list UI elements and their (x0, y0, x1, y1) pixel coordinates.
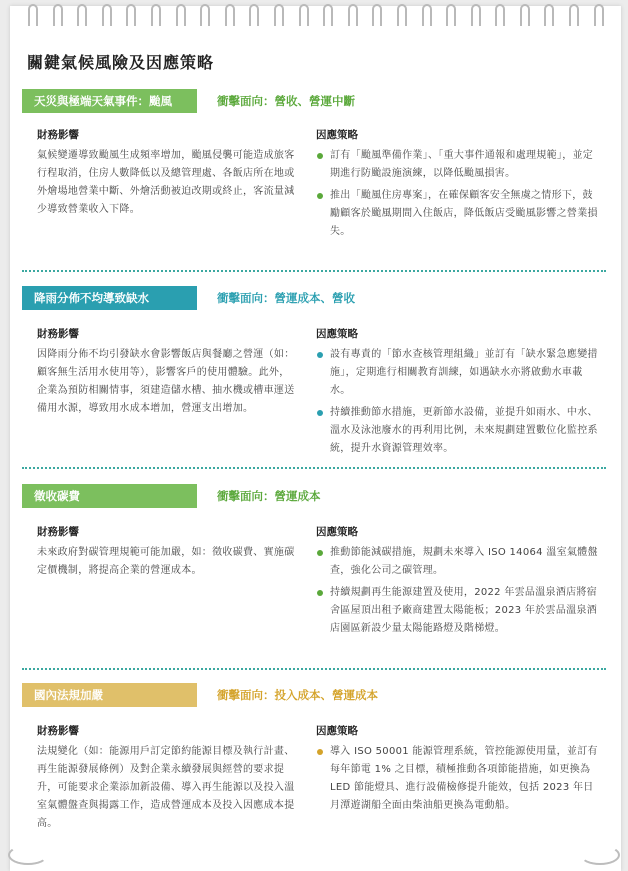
binding-ring (422, 4, 432, 26)
risk-section-regulation (22, 683, 606, 829)
strategy-item (316, 743, 598, 815)
impact-label: 衝擊面向：營運成本、營收 (217, 291, 355, 305)
binding-ring (176, 4, 186, 26)
strategy-column (316, 524, 598, 642)
risk-section-typhoon (22, 89, 606, 237)
financial-text: 未來政府對碳管理規範可能加嚴，如：徵收碳費、實施碳定價機制，將提高企業的營運成本。 (37, 547, 295, 576)
binding-ring (299, 4, 309, 26)
strategy-heading: 因應策略 (316, 328, 358, 340)
risk-tag: 天災與極端天氣事件：颱風 (22, 89, 197, 113)
bullet-dot-icon (317, 590, 323, 596)
strategy-item (316, 346, 598, 400)
section-header (22, 683, 606, 707)
risk-tag: 徵收碳費 (22, 484, 197, 508)
strategy-column (316, 326, 598, 462)
strategy-item (316, 404, 598, 458)
risk-section-carbon-fee (22, 484, 606, 634)
section-header (22, 286, 606, 310)
binding-ring (274, 4, 284, 26)
section-header (22, 484, 606, 508)
page-title: 關鍵氣候風險及因應策略 (27, 53, 215, 72)
binding-ring (126, 4, 136, 26)
bullet-dot-icon (317, 352, 323, 358)
strategy-text: 導入 ISO 50001 能源管理系統，管控能源使用量，並訂有每年節電 1% 之目標，積極推動各項節能措施，如更換為 LED 節能燈具、進行設備檢修提升能效，包括 2023 年日月潭遊湖船全面由柴油船更換為電動船。 (330, 746, 598, 811)
binding-ring (471, 4, 481, 26)
bullet-dot-icon (317, 153, 323, 159)
strategy-heading: 因應策略 (316, 725, 358, 737)
strategy-item (316, 147, 598, 183)
strategy-item (316, 544, 598, 580)
spiral-binding (0, 0, 628, 26)
binding-ring (495, 4, 505, 26)
binding-ring (446, 4, 456, 26)
binding-ring (102, 4, 112, 26)
risk-tag: 降雨分佈不均導致缺水 (22, 286, 197, 310)
section-divider (22, 668, 606, 670)
binding-ring (594, 4, 604, 26)
financial-heading: 財務影響 (37, 129, 79, 141)
financial-text: 氣候變遷導致颱風生成頻率增加，颱風侵襲可能造成旅客行程取消，住房人數降低以及總管理處、各飯店所在地或外燴場地營業中斷、外燴活動被迫改期或終止，客流量減少導致營業收入下降。 (37, 150, 295, 215)
binding-ring (200, 4, 210, 26)
strategy-item (316, 584, 598, 638)
strategy-item (316, 187, 598, 241)
binding-ring (77, 4, 87, 26)
financial-text: 因降雨分佈不均引發缺水會影響飯店與餐廳之營運（如：顧客無生活用水使用等），影響客戶的使用體驗。此外，企業為預防相關情事，須建造儲水槽、抽水機或槽車運送備用水源，導致用水成本增加，營運支出增加。 (37, 349, 295, 414)
binding-ring (53, 4, 63, 26)
strategy-text: 推出「颱風住房專案」，在確保顧客安全無虞之情形下，鼓勵顧客於颱風期間入住飯店，降低飯店受颱風影響之營業損失。 (330, 190, 598, 237)
financial-heading: 財務影響 (37, 725, 79, 737)
strategy-text: 持續規劃再生能源建置及使用，2022 年雲品溫泉酒店將宿舍區屋頂出租予廠商建置太陽能板；2023 年於雲品溫泉酒店園區新設少量太陽能路燈及階梯燈。 (330, 587, 598, 634)
financial-text: 法規變化（如：能源用戶訂定節約能源目標及執行計畫、再生能源發展條例）及對企業永續發展與經營的要求提升，可能要求企業添加新設備、導入再生能源以及投入溫室氣體盤查與揭露工作，造成營運成本及投入因應成本提高。 (37, 746, 295, 829)
impact-label: 衝擊面向：營收、營運中斷 (217, 94, 355, 108)
section-divider (22, 270, 606, 272)
strategy-column (316, 723, 598, 819)
binding-ring (544, 4, 554, 26)
binding-ring (520, 4, 530, 26)
financial-impact-column (37, 723, 297, 833)
binding-ring (249, 4, 259, 26)
binding-ring (323, 4, 333, 26)
binding-ring (569, 4, 579, 26)
strategy-column (316, 127, 598, 245)
page-curl-left (8, 845, 48, 865)
strategy-text: 訂有「颱風準備作業」、「重大事件通報和處理規範」，並定期進行防颱設施演練，以降低颱風損害。 (330, 150, 594, 179)
impact-label: 衝擊面向：營運成本 (217, 489, 321, 503)
strategy-heading: 因應策略 (316, 129, 358, 141)
binding-ring (28, 4, 38, 26)
page-curl-right (580, 845, 620, 865)
risk-tag: 國內法規加嚴 (22, 683, 197, 707)
strategy-text: 推動節能減碳措施，規劃未來導入 ISO 14064 溫室氣體盤查，強化公司之碳管理。 (330, 547, 598, 576)
strategy-text: 設有專責的「節水查核管理組織」並訂有「缺水緊急應變措施」，定期進行相關教育訓練，如遇缺水亦將啟動水車載水。 (330, 349, 598, 396)
impact-label: 衝擊面向：投入成本、營運成本 (217, 688, 378, 702)
financial-impact-column (37, 127, 297, 219)
bullet-dot-icon (317, 410, 323, 416)
financial-heading: 財務影響 (37, 328, 79, 340)
strategy-heading: 因應策略 (316, 526, 358, 538)
section-header (22, 89, 606, 113)
bullet-dot-icon (317, 193, 323, 199)
binding-ring (348, 4, 358, 26)
binding-ring (151, 4, 161, 26)
section-divider (22, 467, 606, 469)
risk-section-water-shortage (22, 286, 606, 454)
binding-ring (397, 4, 407, 26)
bullet-dot-icon (317, 749, 323, 755)
binding-ring (225, 4, 235, 26)
binding-ring (372, 4, 382, 26)
financial-impact-column (37, 326, 297, 418)
bullet-dot-icon (317, 550, 323, 556)
financial-impact-column (37, 524, 297, 580)
strategy-text: 持續推動節水措施，更新節水設備，並提升如雨水、中水、溫水及泳池廢水的再利用比例，未來規劃建置數位化監控系統，提升水資源管理效率。 (330, 407, 598, 454)
financial-heading: 財務影響 (37, 526, 79, 538)
